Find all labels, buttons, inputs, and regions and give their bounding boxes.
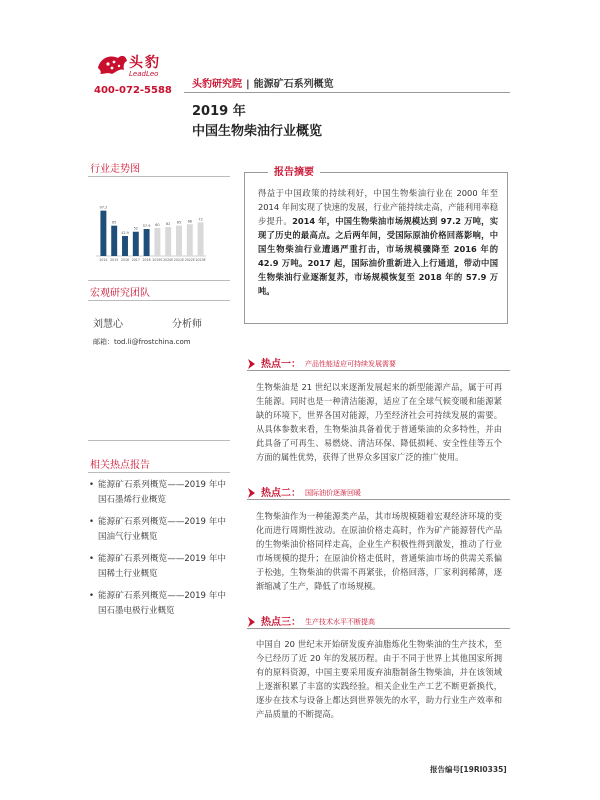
industry-trend-chart — [90, 188, 210, 266]
analyst-email[interactable]: 邮箱：tod.li@frostchina.com — [93, 338, 191, 346]
related-report-title: 能源矿石系列概览——2019 年中国稀土行业概览 — [98, 554, 226, 579]
sidebar-divider — [88, 472, 230, 473]
related-report-item[interactable] — [89, 515, 226, 545]
chevron-right-icon — [247, 487, 257, 499]
chart-bar — [100, 211, 106, 256]
trend-heading: 行业走势图 — [90, 164, 140, 175]
chart-data-label: 60 — [155, 223, 160, 227]
hot-point-body: 生物柴油是 21 世纪以来逐渐发展起来的新型能源产品，属于可再生能源。同时也是一种清洁能源，适应了在全球气候变暖和能源紧缺的环境下，世界各国对能源，乃至经济社会可持续发展的需要。从具体参数来看，生物柴油具备着优于普通柴油的众多特性，并由此具备了可再生、易燃烧、清洁环保、降低损耗、安全性佳等五个方面的属性优势，获得了世界众多国家广泛的推广使用。 — [256, 382, 502, 462]
chart-data-label: 72 — [198, 217, 203, 222]
related-report-item[interactable] — [89, 478, 226, 508]
sidebar-divider — [88, 176, 230, 177]
chart-bar — [111, 226, 117, 256]
chart-data-label: 68 — [187, 219, 193, 224]
chart-bar — [198, 222, 204, 256]
hot-point-label: 热点二： — [261, 488, 301, 499]
hot-point-header — [247, 357, 510, 371]
hot-point-label: 热点三： — [261, 617, 301, 628]
chart-tick-label: 2017 — [131, 258, 140, 262]
hot-point-label: 热点一： — [261, 359, 301, 370]
chart-bar — [187, 224, 193, 256]
chevron-right-icon — [247, 358, 257, 370]
related-report-title: 能源矿石系列概览——2019 年中国石墨电极行业概览 — [98, 591, 226, 616]
chart-data-label: 65 — [111, 220, 117, 225]
related-heading: 相关热点报告 — [90, 460, 150, 471]
chart-bar — [154, 228, 160, 256]
header-separator: | — [246, 79, 250, 90]
related-report-item[interactable] — [89, 589, 226, 619]
chart-tick-label: 2022E — [184, 258, 195, 262]
sidebar-divider — [88, 440, 230, 441]
chevron-right-icon — [247, 616, 257, 628]
hot-point-desc: 国际油价逐渐回暖 — [305, 489, 361, 497]
summary-tag: 报告摘要 — [268, 163, 320, 178]
chart-tick-label: 2016 — [120, 258, 130, 262]
brand-sub: LeadLeo — [129, 70, 159, 78]
chart-bar — [144, 229, 150, 256]
chart-bar — [122, 236, 128, 256]
chart-bar — [133, 232, 139, 256]
summary-text — [258, 186, 498, 298]
hot-point-desc: 生产技术水平不断提高 — [305, 618, 375, 626]
bullet-icon: • — [89, 591, 95, 601]
chart-tick-label: 2021E — [173, 258, 185, 262]
related-report-title: 能源矿石系列概览——2019 年中国油气行业概览 — [98, 517, 226, 542]
hot-point-desc: 产品性能适应可持续发展需要 — [305, 360, 396, 368]
chart-tick-label: 2019E — [152, 258, 163, 262]
related-report-item[interactable] — [89, 552, 226, 582]
chart-data-label: 65 — [176, 220, 182, 225]
chart-bar — [176, 226, 182, 256]
bullet-icon: • — [89, 480, 95, 490]
sidebar-divider — [88, 300, 230, 301]
bullet-icon: • — [89, 517, 95, 527]
hot-point-header — [247, 615, 510, 629]
sidebar-divider — [88, 280, 230, 281]
team-heading: 宏观研究团队 — [90, 288, 150, 299]
hot-point-header — [247, 486, 510, 500]
summary-paragraph-1: 得益于中国政策的持续利好，中国生物柴油行业在 2000 年至 2014 年间实现了快速的发展，行业产能持续走高，产能利用率稳步提升。 — [258, 188, 498, 226]
report-header-bar — [184, 70, 510, 93]
bullet-icon: • — [89, 554, 95, 564]
hot-point-body: 中国自 20 世纪末开始研发废弃油脂炼化生物柴油的生产技术，至今已经历了近 20 年的发展历程。由于不同于世界上其他国家所拥有的原料资源，中国主要采用废弃油脂制备生物柴油，并在该领域上逐渐积累了丰富的实践经验。相关企业生产工艺不断更新换代，逐步在技术与设备上都达到世界领先的水平，助力行业生产效率和产品质量的不断提高。 — [256, 639, 502, 719]
chart-tick-label: 2014 — [99, 258, 108, 262]
chart-data-label: 62 — [165, 222, 171, 227]
related-report-list — [89, 478, 226, 626]
phone-number: 400-072-5588 — [94, 85, 172, 96]
analyst-role: 分析师 — [172, 319, 202, 330]
header-org: 头豹研究院 — [192, 79, 242, 90]
chart-tick-label: 2020E — [163, 258, 174, 262]
related-report-title: 能源矿石系列概览——2019 年中国石墨烯行业概览 — [98, 480, 226, 505]
hot-point-body: 生物柴油作为一种能源类产品，其市场规模随着宏观经济环境的变化而进行周期性波动。在原油价格走高时，作为矿产能源替代产品的生物柴油价格同样走高，企业生产积极性得到激发，推动了行业市场规模的提升；在原油价格走低时，普通柴油市场的供需关系偏于松弛，生物柴油的供需不再紧张，价格回落，厂家利润稀薄，逐渐缩减了生产，降低了市场规模。 — [256, 511, 502, 591]
chart-tick-label: 2018 — [142, 258, 151, 262]
chart-data-label: 57.9 — [142, 223, 151, 228]
chart-data-label: 52 — [133, 226, 139, 231]
chart-bar — [165, 227, 171, 256]
brand-name: 头豹 — [129, 55, 161, 71]
report-number: 报告编号[19RI0335] — [430, 765, 507, 774]
chart-data-label: 97.2 — [99, 205, 108, 210]
report-year: 2019 年 — [192, 104, 246, 119]
header-series: 能源矿石系列概览 — [253, 79, 334, 90]
page-title: 中国生物柴油行业概览 — [192, 124, 323, 139]
chart-data-label: 42.9 — [121, 230, 129, 235]
chart-tick-label: 2015 — [110, 258, 119, 262]
analyst-name: 刘慧心 — [93, 319, 123, 330]
chart-tick-label: 2023E — [195, 258, 206, 262]
summary-paragraph-2: 2014 年，中国生物柴油市场规模达到 97.2 万吨，实现了历史的最高点。之后两年间，受国际原油价格回落影响，中国生物柴油行业遭遇严重打击，市场规模骤降至 2016 年的 42.9 万吨。2017 起，国际油价重新进入上行通道，带动中国生物柴油行业逐渐复苏，市场规模恢复至 2018 年的 57.9 万吨。 — [258, 216, 498, 296]
